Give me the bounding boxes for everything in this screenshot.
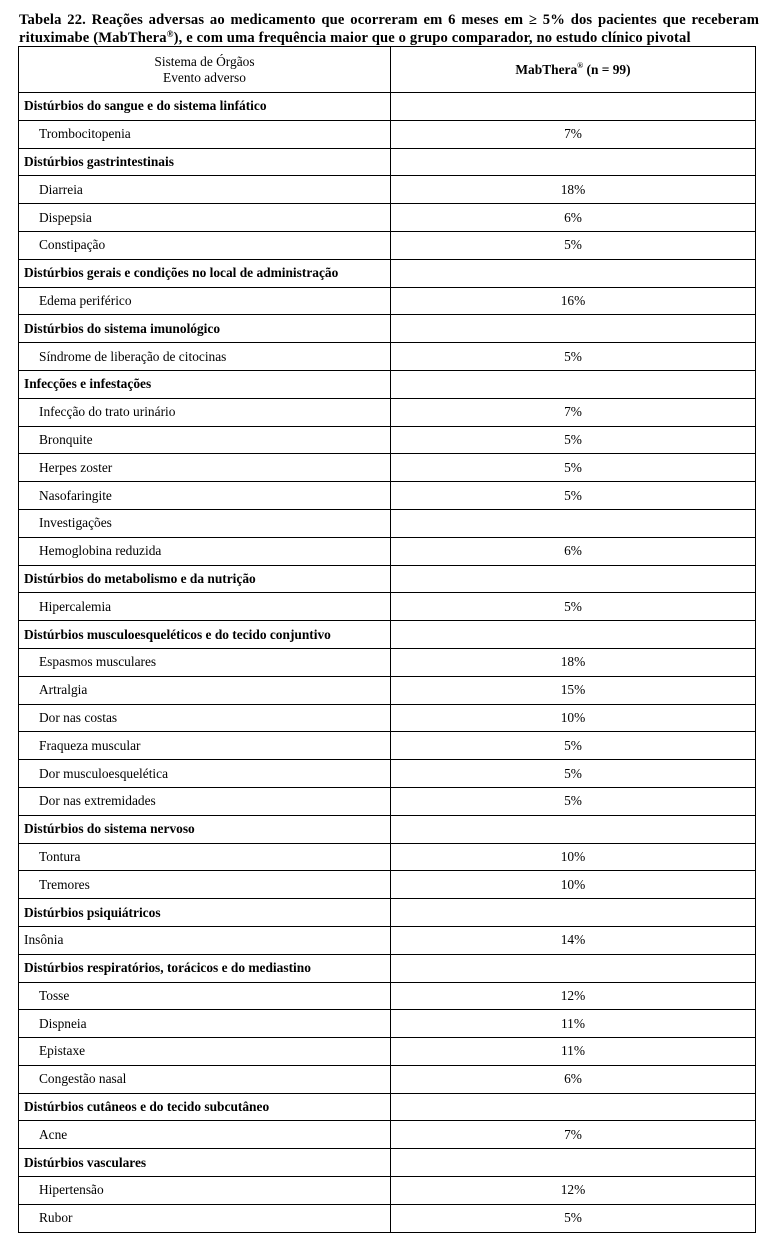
adverse-event-cell: Tontura	[19, 843, 391, 871]
adverse-event-cell: Fraqueza muscular	[19, 732, 391, 760]
frequency-cell	[391, 259, 756, 287]
frequency-cell	[391, 1149, 756, 1177]
frequency-cell	[391, 509, 756, 537]
frequency-cell: 5%	[391, 760, 756, 788]
adverse-event-cell: Dor nas extremidades	[19, 787, 391, 815]
category-row	[19, 93, 756, 121]
frequency-cell: 7%	[391, 1121, 756, 1149]
adverse-event-cell: Epistaxe	[19, 1038, 391, 1066]
header-mabthera-n: (n = 99)	[583, 61, 631, 77]
adverse-event-cell: Acne	[19, 1121, 391, 1149]
table-row	[19, 287, 756, 315]
organ-system-cell: Distúrbios do sistema nervoso	[19, 815, 391, 843]
table-row	[19, 176, 756, 204]
adverse-event-cell: Espasmos musculares	[19, 648, 391, 676]
caption-line-2	[19, 29, 759, 47]
frequency-cell: 5%	[391, 426, 756, 454]
table-row	[19, 982, 756, 1010]
caption-line-1: Tabela 22. Reações adversas ao medicamento que ocorreram em 6 meses em ≥ 5% dos pacientes que receberam	[19, 12, 759, 28]
frequency-cell: 6%	[391, 537, 756, 565]
frequency-cell: 14%	[391, 926, 756, 954]
adverse-event-cell: Rubor	[19, 1204, 391, 1232]
table-row	[19, 1204, 756, 1232]
organ-system-cell: Distúrbios psiquiátricos	[19, 899, 391, 927]
frequency-cell: 6%	[391, 204, 756, 232]
table-body	[19, 93, 756, 1233]
adverse-event-cell: Constipação	[19, 231, 391, 259]
registered-mark: ®	[166, 29, 174, 39]
organ-system-cell: Distúrbios cutâneos e do tecido subcutâneo	[19, 1093, 391, 1121]
frequency-cell: 5%	[391, 732, 756, 760]
frequency-cell	[391, 954, 756, 982]
frequency-cell: 16%	[391, 287, 756, 315]
frequency-cell: 5%	[391, 482, 756, 510]
organ-system-cell: Distúrbios do sangue e do sistema linfático	[19, 93, 391, 121]
caption-line-2-start: rituximabe (MabThera	[19, 30, 167, 46]
adverse-event-cell: Dor musculoesquelética	[19, 760, 391, 788]
frequency-cell: 10%	[391, 704, 756, 732]
adverse-event-cell: Síndrome de liberação de citocinas	[19, 343, 391, 371]
frequency-cell	[391, 621, 756, 649]
adverse-event-cell: Tremores	[19, 871, 391, 899]
organ-system-cell: Distúrbios musculoesqueléticos e do tecido conjuntivo	[19, 621, 391, 649]
table-row	[19, 1121, 756, 1149]
frequency-cell: 18%	[391, 648, 756, 676]
table-row	[19, 926, 756, 954]
table-row	[19, 593, 756, 621]
frequency-cell: 5%	[391, 787, 756, 815]
adverse-event-cell: Nasofaringite	[19, 482, 391, 510]
frequency-cell: 6%	[391, 1065, 756, 1093]
table-row	[19, 760, 756, 788]
table-row	[19, 343, 756, 371]
category-row	[19, 565, 756, 593]
frequency-cell	[391, 93, 756, 121]
table-row	[19, 120, 756, 148]
adverse-event-cell: Hipercalemia	[19, 593, 391, 621]
adverse-event-cell: Infecção do trato urinário	[19, 398, 391, 426]
table-row	[19, 843, 756, 871]
organ-system-cell: Distúrbios do sistema imunológico	[19, 315, 391, 343]
adverse-event-cell: Congestão nasal	[19, 1065, 391, 1093]
table-row	[19, 231, 756, 259]
adverse-reactions-table	[18, 46, 756, 1233]
category-row	[19, 1093, 756, 1121]
table-row	[19, 1065, 756, 1093]
table-row	[19, 871, 756, 899]
frequency-cell: 11%	[391, 1010, 756, 1038]
table-row	[19, 509, 756, 537]
frequency-cell: 7%	[391, 398, 756, 426]
table-row	[19, 426, 756, 454]
adverse-event-cell: Edema periférico	[19, 287, 391, 315]
table-row	[19, 454, 756, 482]
adverse-event-cell: Herpes zoster	[19, 454, 391, 482]
adverse-event-cell: Diarreia	[19, 176, 391, 204]
adverse-event-cell: Dor nas costas	[19, 704, 391, 732]
organ-system-cell: Distúrbios do metabolismo e da nutrição	[19, 565, 391, 593]
frequency-cell: 12%	[391, 1177, 756, 1205]
table-row	[19, 732, 756, 760]
frequency-cell: 15%	[391, 676, 756, 704]
frequency-cell	[391, 370, 756, 398]
table-row	[19, 398, 756, 426]
frequency-cell: 18%	[391, 176, 756, 204]
frequency-cell: 5%	[391, 343, 756, 371]
table-row	[19, 482, 756, 510]
frequency-cell: 5%	[391, 593, 756, 621]
frequency-cell	[391, 899, 756, 927]
frequency-cell: 7%	[391, 120, 756, 148]
table-row	[19, 1038, 756, 1066]
organ-system-cell: Distúrbios gastrintestinais	[19, 148, 391, 176]
frequency-cell: 5%	[391, 1204, 756, 1232]
table-row	[19, 787, 756, 815]
table-row	[19, 537, 756, 565]
table-row	[19, 648, 756, 676]
organ-system-cell: Distúrbios respiratórios, torácicos e do mediastino	[19, 954, 391, 982]
category-row	[19, 148, 756, 176]
frequency-cell: 5%	[391, 454, 756, 482]
category-row	[19, 1149, 756, 1177]
adverse-event-cell: Trombocitopenia	[19, 120, 391, 148]
frequency-cell	[391, 1093, 756, 1121]
table-row	[19, 704, 756, 732]
category-row	[19, 315, 756, 343]
adverse-event-cell: Hemoglobina reduzida	[19, 537, 391, 565]
adverse-event-cell: Insônia	[19, 926, 391, 954]
frequency-cell: 10%	[391, 871, 756, 899]
table-row	[19, 1010, 756, 1038]
table-row	[19, 1177, 756, 1205]
category-row	[19, 899, 756, 927]
adverse-event-cell: Dispneia	[19, 1010, 391, 1038]
header-organ-system-label: Sistema de Órgãos	[154, 53, 255, 69]
adverse-event-cell: Investigações	[19, 509, 391, 537]
adverse-event-cell: Hipertensão	[19, 1177, 391, 1205]
category-row	[19, 259, 756, 287]
category-row	[19, 954, 756, 982]
category-row	[19, 621, 756, 649]
frequency-cell: 12%	[391, 982, 756, 1010]
organ-system-cell: Distúrbios gerais e condições no local de administração	[19, 259, 391, 287]
frequency-cell: 10%	[391, 843, 756, 871]
adverse-event-cell: Artralgia	[19, 676, 391, 704]
frequency-cell	[391, 148, 756, 176]
frequency-cell: 11%	[391, 1038, 756, 1066]
adverse-event-cell: Tosse	[19, 982, 391, 1010]
category-row	[19, 815, 756, 843]
header-organ-system	[19, 47, 391, 93]
adverse-event-cell: Bronquite	[19, 426, 391, 454]
table-header-row	[19, 47, 756, 93]
frequency-cell	[391, 315, 756, 343]
frequency-cell: 5%	[391, 231, 756, 259]
header-mabthera	[391, 47, 756, 93]
caption-line-2-end: ), e com uma frequência maior que o grupo comparador, no estudo clínico pivotal	[173, 30, 691, 46]
frequency-cell	[391, 565, 756, 593]
organ-system-cell: Infecções e infestações	[19, 370, 391, 398]
table-row	[19, 676, 756, 704]
frequency-cell	[391, 815, 756, 843]
organ-system-cell: Distúrbios vasculares	[19, 1149, 391, 1177]
header-adverse-event-label: Evento adverso	[163, 69, 246, 85]
header-registered-mark: ®	[577, 60, 584, 70]
category-row	[19, 370, 756, 398]
table-caption	[19, 11, 759, 47]
adverse-event-cell: Dispepsia	[19, 204, 391, 232]
header-mabthera-name: MabThera	[515, 61, 578, 77]
table-row	[19, 204, 756, 232]
